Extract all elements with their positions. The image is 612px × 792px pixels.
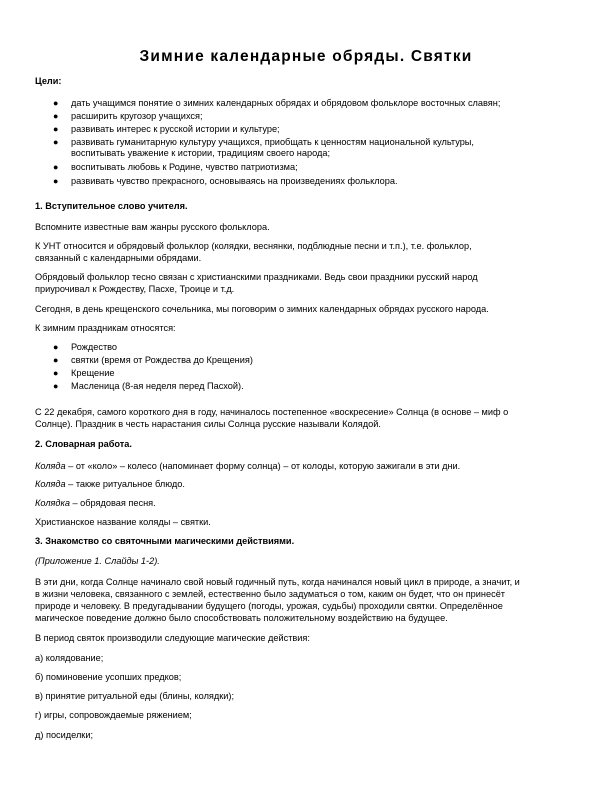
goal-text: воспитывать любовь к Родине, чувство патриотизма; <box>71 162 298 172</box>
dictionary-term: Колядка <box>35 498 70 508</box>
action-item: г) игры, сопровождаемые ряжением; <box>35 710 192 720</box>
bullet-icon: ● <box>53 111 59 121</box>
paragraph: приурочивал к Рождеству, Пасхе, Троице и т.д. <box>35 284 235 294</box>
paragraph: Солнце). Праздник в честь нарастания силы Солнца русские называли Колядой. <box>35 419 381 429</box>
bullet-icon: ● <box>53 342 59 352</box>
goal-text: развивать гуманитарную культуру учащихся, приобщать к ценностям национальной культуры, <box>71 137 474 147</box>
dictionary-definition: – обрядовая песня. <box>69 498 156 508</box>
paragraph: К зимним праздникам относятся: <box>35 323 176 333</box>
dictionary-term: Коляда <box>35 461 66 471</box>
paragraph: магическое поведение должно было способствовать положительному воздействию на будущее. <box>35 613 448 623</box>
holiday-text: Масленица (8-ая неделя перед Пасхой). <box>71 381 244 391</box>
section-heading: 1. Вступительное слово учителя. <box>35 201 188 211</box>
dictionary-term: Коляда <box>35 479 66 489</box>
dictionary-entry <box>35 497 580 509</box>
goals-heading: Цели: <box>35 76 62 86</box>
paragraph: связанный с календарными обрядами. <box>35 253 202 263</box>
dictionary-definition: – от «коло» – колесо (напоминает форму солнца) – от колоды, которую зажигали в эти дни. <box>65 461 461 471</box>
dictionary-entry <box>35 478 580 490</box>
bullet-icon: ● <box>53 381 59 391</box>
bullet-icon: ● <box>53 162 59 172</box>
paragraph: Обрядовый фольклор тесно связан с христианскими праздниками. Ведь свои праздники русский народ <box>35 272 478 282</box>
section-heading: 2. Словарная работа. <box>35 439 132 449</box>
action-item: б) поминовение усопших предков; <box>35 672 182 682</box>
holiday-text: Крещение <box>71 368 115 378</box>
action-item: д) посиделки; <box>35 730 94 740</box>
holiday-text: Рождество <box>71 342 118 352</box>
bullet-icon: ● <box>53 98 59 108</box>
bullet-icon: ● <box>53 368 59 378</box>
paragraph: Христианское название коляды – святки. <box>35 517 211 527</box>
goal-text: дать учащимся понятие о зимних календарных обрядах и обрядовом фольклоре восточных славян; <box>71 98 501 108</box>
appendix-reference: (Приложение 1. Слайды 1-2). <box>35 556 160 566</box>
dictionary-entry <box>35 460 580 472</box>
paragraph: природе и человеку. В предугадывании будущего (погоды, урожая, судьбы) проходили святки. Определённое <box>35 601 503 611</box>
paragraph: С 22 декабря, самого короткого дня в году, начиналось постепенное «воскресение» Солнца (в основе – миф о <box>35 407 509 417</box>
goal-text: воспитывать уважение к истории, традициям своего народа; <box>71 148 331 158</box>
action-item: в) принятие ритуальной еды (блины, колядки); <box>35 691 235 701</box>
paragraph: Сегодня, в день крещенского сочельника, мы поговорим о зимних календарных обрядах русского народа. <box>35 304 489 314</box>
paragraph: В период святок производили следующие магические действия: <box>35 633 310 643</box>
bullet-icon: ● <box>53 124 59 134</box>
paragraph: Вспомните известные вам жанры русского фольклора. <box>35 222 270 232</box>
holiday-text: святки (время от Рождества до Крещения) <box>71 355 253 365</box>
paragraph: В эти дни, когда Солнце начинало свой новый годичный путь, когда начинался новый цикл в природе, а значит, и <box>35 577 520 587</box>
bullet-icon: ● <box>53 176 59 186</box>
bullet-icon: ● <box>53 137 59 147</box>
paragraph: К УНТ относится и обрядовый фольклор (колядки, веснянки, подблюдные песни и т.п.), т.е. фольклор, <box>35 241 472 251</box>
goal-text: развивать интерес к русской истории и культуре; <box>71 124 280 134</box>
paragraph: в жизни человека, связанного с землей, естественно было задуматься о том, каким он будет, что он принесёт <box>35 589 506 599</box>
action-item: а) колядование; <box>35 653 104 663</box>
dictionary-definition: – также ритуальное блюдо. <box>65 479 185 489</box>
page-title: Зимние календарные обряды. Святки <box>139 48 473 65</box>
section-heading: 3. Знакомство со святочными магическими действиями. <box>35 536 295 546</box>
bullet-icon: ● <box>53 355 59 365</box>
goal-text: развивать чувство прекрасного, основываясь на произведениях фольклора. <box>71 176 398 186</box>
goal-text: расширить кругозор учащихся; <box>71 111 203 121</box>
